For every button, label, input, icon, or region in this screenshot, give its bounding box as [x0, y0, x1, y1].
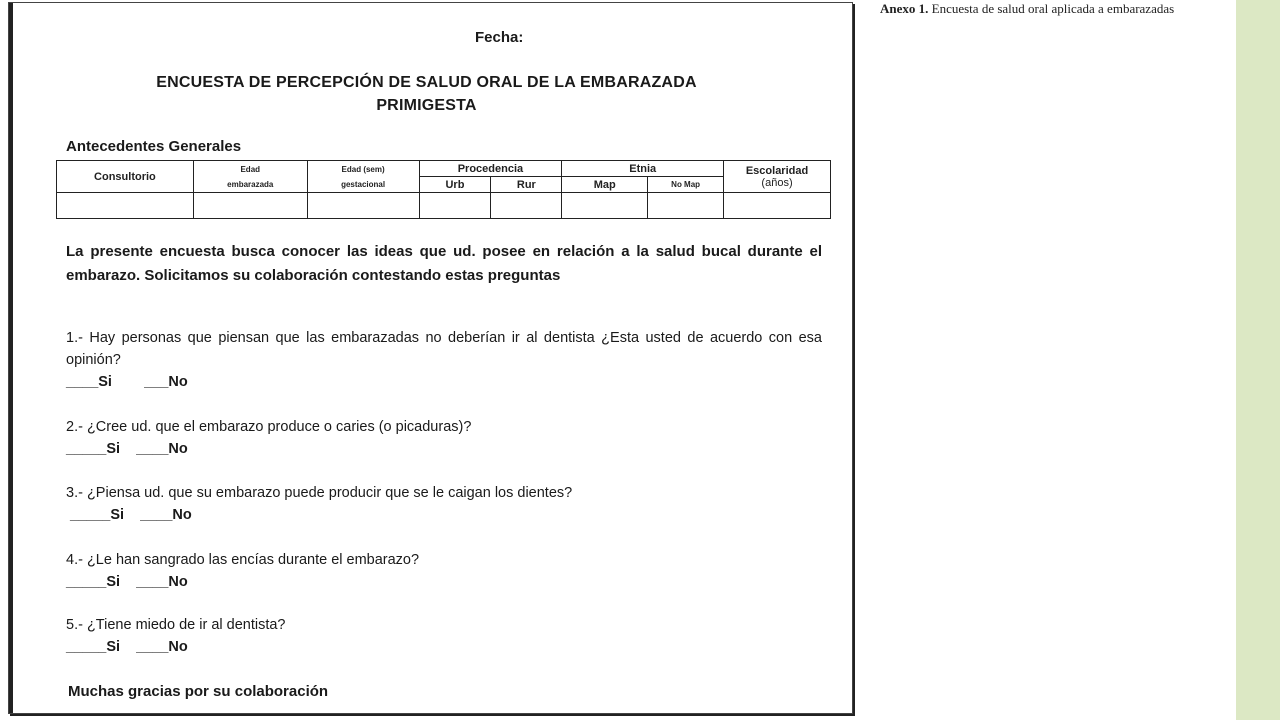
survey-title [59, 71, 794, 117]
header-edad-embarazada-line2: embarazada [227, 179, 274, 189]
header-rur: Rur [491, 177, 562, 193]
caption-label: Anexo 1. [880, 1, 929, 16]
date-label: Fecha: [475, 29, 524, 46]
header-etnia: Etnia [562, 161, 724, 177]
question-1 [66, 327, 822, 393]
document-edge [9, 3, 13, 713]
header-edad-embarazada [193, 161, 307, 193]
input-no-map[interactable] [648, 193, 724, 219]
input-map[interactable] [562, 193, 648, 219]
figure-caption [880, 1, 1236, 16]
question-3-text: 3.- ¿Piensa ud. que su embarazo puede producir que se le caigan los dientes? [66, 485, 573, 501]
header-no-map: No Map [648, 177, 724, 193]
input-edad-embarazada[interactable] [193, 193, 307, 219]
survey-document [8, 2, 853, 714]
question-5-text: 5.- ¿Tiene miedo de ir al dentista? [66, 617, 286, 633]
input-rur[interactable] [491, 193, 562, 219]
header-consultorio: Consultorio [57, 161, 194, 193]
intro-paragraph: La presente encuesta busca conocer las ideas que ud. posee en relación a la salud bucal durante el embarazo. Solicitamos su colaboración contestando estas preguntas [66, 243, 822, 284]
header-edad-gestacional [307, 161, 419, 193]
header-urb: Urb [419, 177, 491, 193]
question-5 [66, 614, 822, 658]
question-1-answer[interactable]: ____Si ___No [66, 374, 188, 390]
input-consultorio[interactable] [57, 193, 194, 219]
header-edad-gestacional-line2: gestacional [341, 179, 386, 189]
caption-text: Encuesta de salud oral aplicada a embarazadas [928, 1, 1175, 16]
question-3 [66, 482, 822, 526]
header-escolaridad [724, 161, 831, 193]
header-edad-gestacional-line1: Edad (sem) [341, 164, 385, 174]
header-procedencia: Procedencia [419, 161, 562, 177]
thanks-message: Muchas gracias por su colaboración [68, 683, 329, 700]
question-4-text: 4.- ¿Le han sangrado las encías durante el embarazo? [66, 552, 420, 568]
question-4-answer[interactable]: _____Si ____No [66, 574, 188, 590]
side-accent-bar [1236, 0, 1280, 720]
question-2 [66, 416, 822, 460]
header-edad-embarazada-line1: Edad [240, 164, 261, 174]
title-line-1: ENCUESTA DE PERCEPCIÓN DE SALUD ORAL DE LA EMBARAZADA [156, 74, 697, 91]
input-escolaridad[interactable] [724, 193, 831, 219]
header-escolaridad-line1: Escolaridad [745, 164, 809, 177]
question-4 [66, 549, 822, 593]
general-data-table [56, 160, 831, 219]
question-2-answer[interactable]: _____Si ____No [66, 441, 188, 457]
question-3-answer[interactable]: _____Si ____No [66, 507, 192, 523]
question-5-answer[interactable]: _____Si ____No [66, 639, 188, 655]
question-1-text: 1.- Hay personas que piensan que las embarazadas no deberían ir al dentista ¿Esta usted de acuerdo con esa opinión? [66, 330, 822, 368]
question-2-text: 2.- ¿Cree ud. que el embarazo produce o caries (o picaduras)? [66, 419, 472, 435]
input-urb[interactable] [419, 193, 491, 219]
header-map: Map [562, 177, 648, 193]
section-title: Antecedentes Generales [66, 138, 242, 155]
header-escolaridad-line2: (años) [761, 176, 793, 189]
input-edad-gestacional[interactable] [307, 193, 419, 219]
title-line-2: PRIMIGESTA [376, 97, 477, 114]
